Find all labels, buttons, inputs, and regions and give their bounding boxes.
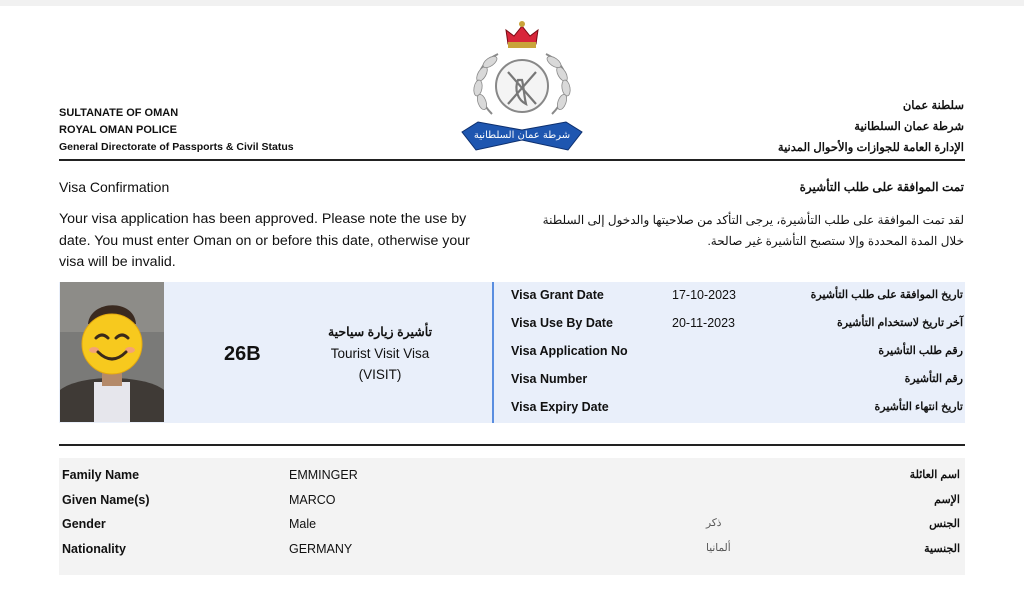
personal-label: Nationality (62, 542, 126, 556)
header-directorate-ar: الإدارة العامة للجوازات والأحوال المدنية (777, 142, 964, 154)
personal-value: EMMINGER (289, 468, 358, 482)
personal-value-ar: ذكر (706, 517, 722, 529)
header-country: SULTANATE OF OMAN (59, 107, 179, 119)
personal-value: Male (289, 517, 317, 531)
message-line-ar: لقد تمت الموافقة على طلب التأشيرة، يرجى التأكد من صلاحيتها والدخول إلى السلطنة (542, 213, 964, 227)
detail-value: 17-10-2023 (672, 288, 736, 302)
detail-label: Visa Grant Date (511, 288, 604, 302)
confirmation-title-ar: تمت الموافقة على طلب التأشيرة (799, 180, 964, 194)
header-country-ar: سلطنة عمان (902, 100, 964, 112)
detail-value: 20-11-2023 (672, 316, 736, 330)
personal-row (62, 490, 962, 512)
detail-label-ar: رقم طلب التأشيرة (878, 345, 963, 357)
personal-label-ar: اسم العائلة (909, 469, 960, 481)
message-line: date. You must enter Oman on or before this date, otherwise your (59, 232, 470, 249)
detail-label: Visa Number (511, 372, 588, 386)
header-directorate: General Directorate of Passports & Civil Status (59, 141, 294, 153)
detail-label-ar: رقم التأشيرة (904, 373, 963, 385)
visa-category: (VISIT) (358, 367, 402, 382)
detail-label-ar: تاريخ الموافقة على طلب التأشيرة (810, 289, 963, 301)
header-police: ROYAL OMAN POLICE (59, 124, 177, 136)
message-line-ar: خلال المدة المحددة وإلا ستصبح التأشيرة غير صالحة. (707, 234, 964, 248)
confirmation-message (59, 209, 489, 274)
personal-value: GERMANY (289, 542, 353, 556)
personal-label: Given Name(s) (62, 493, 150, 507)
personal-row (62, 539, 962, 561)
visa-detail-row (511, 340, 965, 364)
personal-value-ar: ألمانيا (706, 542, 731, 554)
visa-detail-row (511, 312, 965, 336)
header-divider (59, 159, 965, 161)
detail-label-ar: آخر تاريخ لاستخدام التأشيرة (837, 317, 963, 329)
confirmation-title: Visa Confirmation (59, 179, 170, 195)
confirmation-message-ar (534, 210, 964, 252)
detail-label: Visa Application No (511, 344, 628, 358)
personal-label: Family Name (62, 468, 140, 482)
header-left (59, 105, 294, 156)
visa-detail-row (511, 368, 965, 392)
personal-label: Gender (62, 517, 106, 531)
applicant-photo (60, 282, 164, 422)
personal-value: MARCO (289, 493, 336, 507)
personal-row (62, 465, 962, 487)
message-line: Your visa application has been approved. Please note the use by (59, 211, 467, 227)
personal-label-ar: الجنسية (924, 543, 960, 555)
detail-label: Visa Use By Date (511, 316, 613, 330)
detail-label-ar: تاريخ انتهاء التأشيرة (874, 401, 963, 413)
top-bar (0, 0, 1024, 6)
smiley-emoji-icon (82, 314, 142, 374)
visa-code: 26B (224, 343, 261, 365)
header-right-ar (778, 96, 964, 159)
emblem-ribbon-text: شرطة عمان السلطانية (473, 130, 571, 141)
visa-type-ar: تأشيرة زيارة سياحية (327, 325, 433, 339)
personal-label-ar: الإسم (934, 494, 960, 506)
visa-band-divider (492, 282, 494, 423)
visa-type-block (300, 322, 460, 385)
personal-row (62, 514, 962, 536)
royal-oman-police-emblem (458, 14, 586, 154)
personal-label-ar: الجنس (929, 518, 960, 530)
section-divider (59, 444, 965, 446)
visa-detail-row (511, 284, 965, 308)
detail-label: Visa Expiry Date (511, 400, 609, 414)
message-line: visa will be invalid. (59, 254, 176, 270)
header-police-ar: شرطة عمان السلطانية (854, 121, 964, 133)
visa-type: Tourist Visit Visa (330, 346, 430, 361)
visa-detail-row (511, 396, 965, 420)
